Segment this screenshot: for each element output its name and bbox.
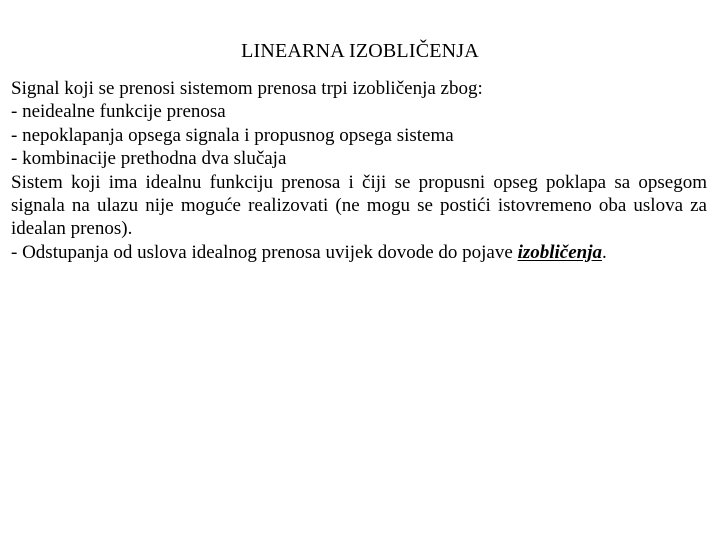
intro-line: Signal koji se prenosi sistemom prenosa trpi izobličenja zbog: <box>11 78 483 99</box>
bullet-item: - kombinacije prethodna dva slučaja <box>11 148 287 170</box>
conclusion-prefix: - Odstupanja od uslova idealnog prenosa uvijek dovode do pojave <box>11 241 518 263</box>
slide-body <box>11 77 707 264</box>
conclusion-emphasis: izobličenja <box>517 241 603 263</box>
bullet-item: - neidealne funkcije prenosa <box>11 101 226 123</box>
paragraph: Sistem koji ima idealnu funkciju prenosa i čiji se propusni opseg poklapa sa opsegom signala na ulazu nije moguće realizovati (ne mogu se postići istovremeno oba uslova za idealan prenos). <box>11 171 707 240</box>
bullet-item: - nepoklapanja opsega signala i propusnog opsega sistema <box>11 124 454 146</box>
conclusion-suffix: . <box>602 241 607 263</box>
conclusion-line <box>11 241 707 264</box>
slide-title: LINEARNA IZOBLIČENJA <box>241 40 479 62</box>
